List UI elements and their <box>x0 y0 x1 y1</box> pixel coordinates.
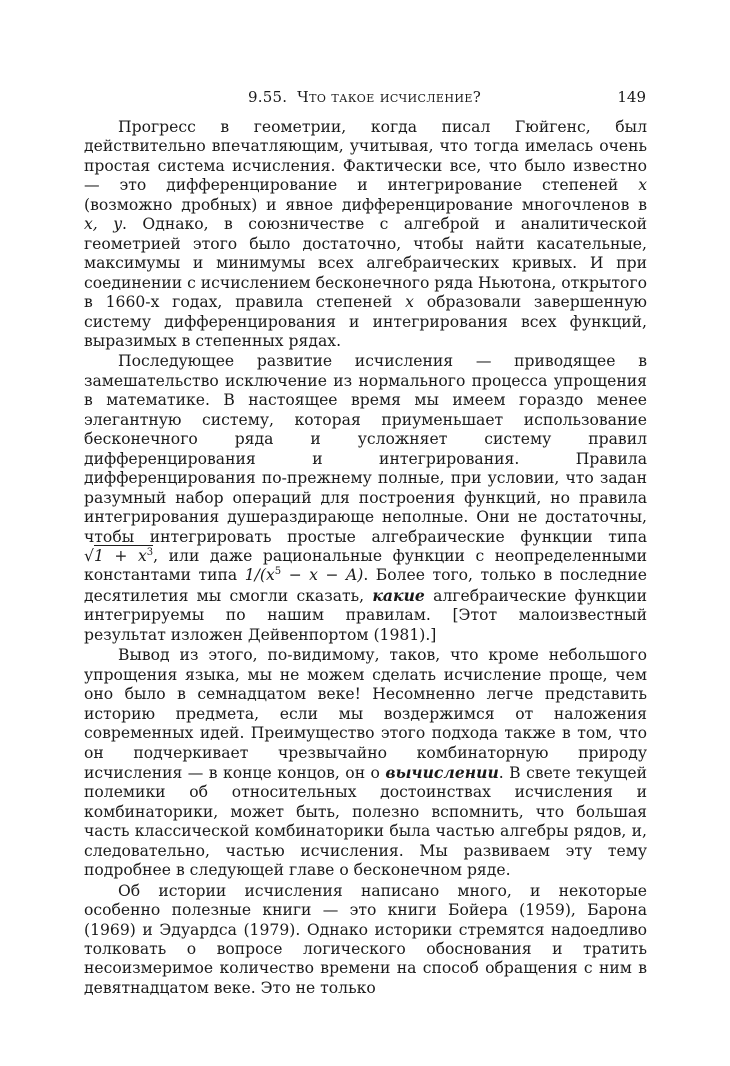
text-run: . Однако, в союзничестве с алгеброй и аналитической геометрией этого было достаточно, чтобы найти касательные, максимумы и минимумы всех алгебраических кривых. И при соединении с исчислением бесконечного ряда Ньютона, открытого в 1660-х годах, правила степеней <box>84 215 647 312</box>
text-run: образовали завершенную систему дифференцирования и интегрирования всех функций, выразимых в степенных рядах. <box>84 293 647 350</box>
fraction-head: 1/(x <box>244 566 275 585</box>
page-number: 149 <box>617 88 646 106</box>
radicand-exponent: 3 <box>146 546 154 558</box>
text-run: . В свете текущей полемики об относительных достоинствах исчисления и комбинаторики, может быть, полезно вспомнить, что большая часть классической комбинаторики была частью алгебры рядов, и, следовательно, частью исчисления. Мы развиваем эту тему подробнее в следующей главе о бесконечном ряде. <box>84 763 647 880</box>
paragraph-later-development <box>84 352 647 645</box>
section-number: 9.55. <box>248 88 288 106</box>
text-run: (возможно дробных) и явное дифференцирование многочленов в <box>84 195 647 214</box>
fraction-exponent: 5 <box>274 566 282 578</box>
paragraph-history-books <box>84 882 647 999</box>
sqrt-sign: √ <box>84 546 94 565</box>
math-x-y: x, y <box>84 215 123 234</box>
text-run: Последующее развитие исчисления — приводящее в замешательство исключение из нормального процесса упрощения в математике. В настоящее время мы имеем гораздо менее элегантную систему, которая приуменьшает использование бесконечного ряда и усложняет систему правил дифференцирования и интегрирования. Правила дифференцирования по-прежнему полные, при условии, что задан разумный набор операций для построения функций, но правила интегрирования душераздирающе неполные. Они не достаточны, чтобы интегрировать простые алгебраические функции типа <box>84 352 647 546</box>
math-x: x <box>638 176 647 195</box>
text-run: , или даже рациональные функции с неопределенными константами типа <box>84 546 648 585</box>
math-x: x <box>405 293 414 312</box>
emphasis-which: какие <box>372 585 425 605</box>
text-run: Об истории исчисления написано много, и некоторые особенно полезные книги — это книги Бойера (1959), Барона (1969) и Эдуардса (1979). Однако историки стремятся надоедливо толковать о вопросе логического обоснования и тратить несоизмеримое количество времени на способ обращения с ним в девятнадцатом веке. Это не только <box>84 881 647 997</box>
sqrt-radicand <box>94 545 153 565</box>
text-run: алгебраические функции интегрируемы по нашим правилам. [Этот малоизвестный результат изложен Дейвенпортом (1981).] <box>84 586 647 644</box>
section-title: Что такое исчисление? <box>297 88 482 106</box>
radicand-text: 1 + x <box>93 546 147 565</box>
emphasis-computation: вычислении <box>385 762 499 782</box>
body-text <box>84 118 647 998</box>
text-run: Вывод из этого, по-видимому, таков, что кроме небольшого упрощения языка, мы не можем сделать исчисление проще, чем оно было в семнадцатом веке! Несомненно легче представить историю предмета, если мы воздержимся от наложения современных идей. Преимущество этого подхода также в том, что он подчеркивает чрезвычайно комбинаторную природу исчисления — в конце концов, он о <box>84 646 647 782</box>
paragraph-huygens-progress <box>84 118 647 351</box>
running-title <box>248 86 481 108</box>
math-sqrt-expression <box>84 545 153 565</box>
text-run: . Более того, только в последние десятилетия мы смогли сказать, <box>84 566 647 605</box>
running-head <box>110 86 646 108</box>
math-rational-expression <box>245 566 364 584</box>
paragraph-conclusion <box>84 646 647 880</box>
fraction-tail: − x − A) <box>281 566 364 585</box>
text-run: Прогресс в геометрии, когда писал Гюйгенс, был действительно впечатляющим, учитывая, что тогда имелась очень простая система исчисления. Фактически все, что было известно — это дифференцирование и интегрирование степеней <box>84 118 647 195</box>
